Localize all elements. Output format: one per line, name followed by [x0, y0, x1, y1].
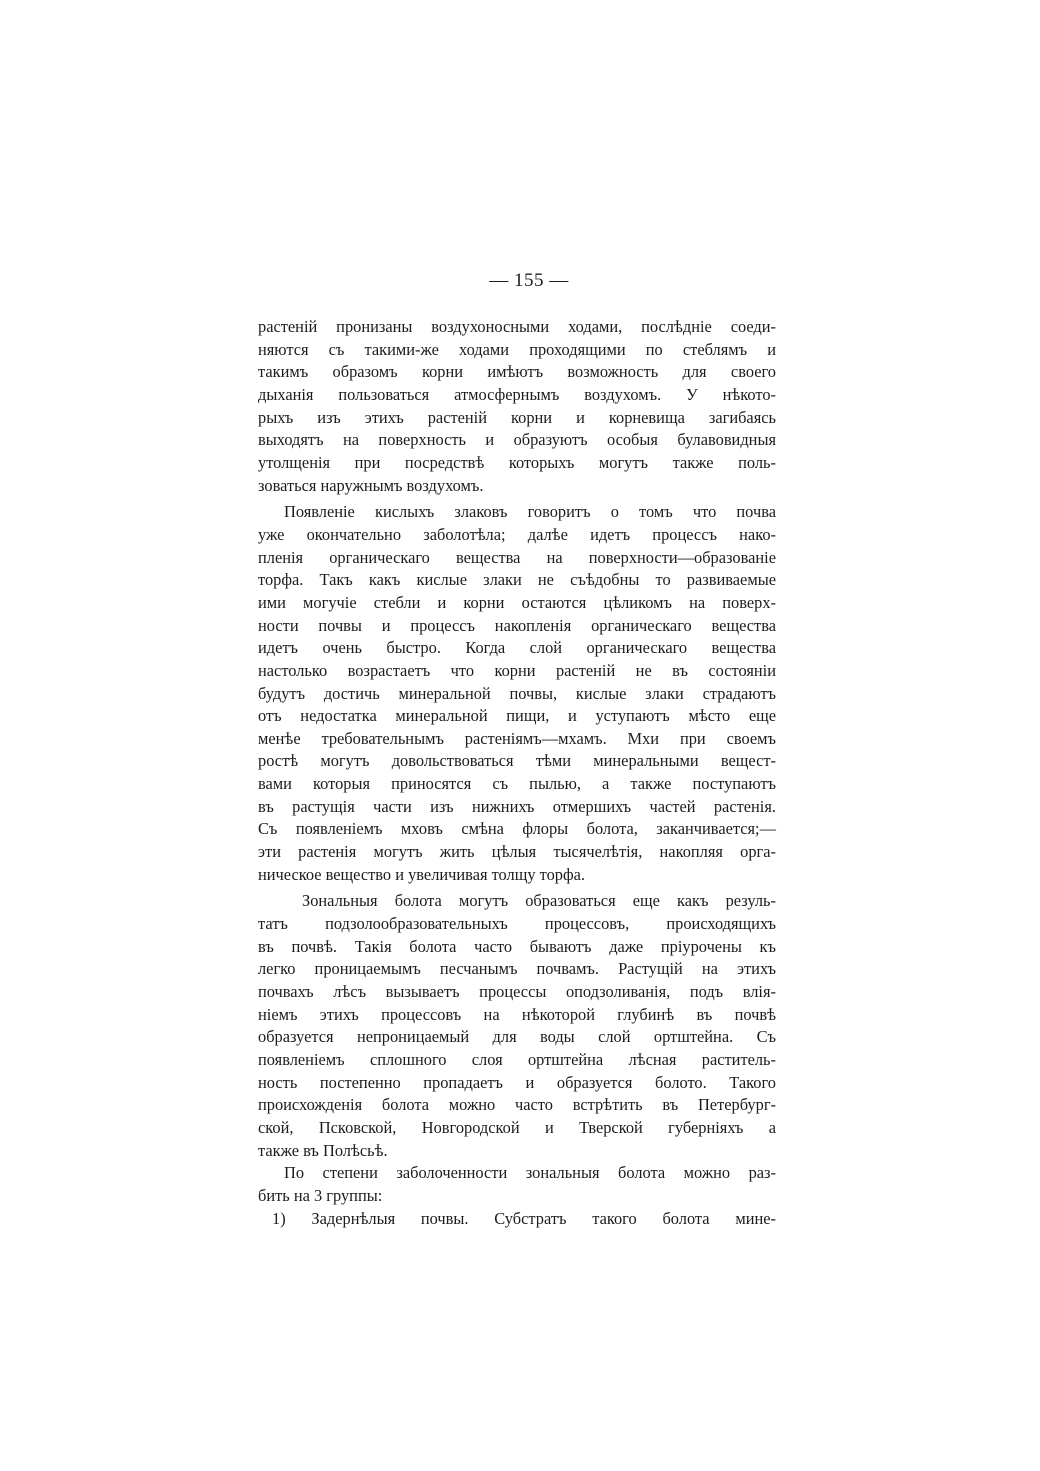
- text-line: будутъ достичь минеральной почвы, кислые злаки страдаютъ: [258, 683, 776, 703]
- text-line: выходятъ на поверхность и образуютъ особыя булавовидныя: [258, 430, 776, 450]
- text-line: эти растенія могутъ жить цѣлыя тысячелѣтія, накопляя орга-: [258, 842, 776, 862]
- text-line: ской, Псковской, Новгородской и Тверской губерніяхъ а: [258, 1117, 776, 1137]
- text-line: вами которыя приносятся съ пылью, а также поступаютъ: [258, 774, 776, 794]
- text-line: ростѣ могутъ довольствоваться тѣми минеральными вещест-: [258, 751, 776, 771]
- text-line: растеній пронизаны воздухоносными ходами, послѣдніе соеди-: [258, 317, 776, 336]
- text-line: татъ подзолообразовательныхъ процессовъ, происходящихъ: [258, 914, 776, 934]
- text-line: По степени заболоченности зональныя болота можно раз-: [284, 1163, 776, 1183]
- text-line: Съ появленіемъ мховъ смѣна флоры болота, заканчивается;—: [258, 819, 776, 839]
- text-line: Зональныя болота могутъ образоваться еще какъ резуль-: [302, 891, 776, 911]
- text-line: ніемъ этихъ процессовъ на нѣкоторой глубинѣ въ почвѣ: [258, 1004, 776, 1024]
- text-line: менѣе требовательнымъ растеніямъ—мхамъ. Мхи при своемъ: [258, 728, 776, 748]
- text-line: легко проницаемымъ песчанымъ почвамъ. Растущій на этихъ: [258, 959, 776, 979]
- text-line: отъ недостатка минеральной пищи, и уступаютъ мѣсто еще: [258, 706, 776, 726]
- text-line: дыханія пользоваться атмосфернымъ воздухомъ. У нѣкото-: [258, 384, 776, 404]
- text-line: такимъ образомъ корни имѣютъ возможность для своего: [258, 362, 776, 382]
- text-line: Появленіе кислыхъ злаковъ говоритъ о томъ что почва: [284, 502, 776, 522]
- text-line: въ почвѣ. Такія болота часто бываютъ даже пріурочены къ: [258, 936, 776, 956]
- text-line: 1) Задернѣлыя почвы. Субстратъ такого болота мине-: [272, 1208, 776, 1228]
- text-line: настолько возрастаетъ что корни растеній не въ состояніи: [258, 660, 776, 680]
- text-line: пленія органическаго вещества на поверхности—образованіе: [258, 547, 776, 567]
- text-line: ническое вещество и увеличивая толщу торфа.: [258, 864, 585, 884]
- text-line: ности почвы и процессъ накопленія органическаго вещества: [258, 615, 776, 635]
- text-line: утолщенія при посредствѣ которыхъ могутъ также поль-: [258, 452, 776, 472]
- paragraph-5: [258, 1208, 776, 1231]
- paragraph-1: [258, 316, 776, 497]
- text-line: происхожденія болота можно часто встрѣтить въ Петербург-: [258, 1095, 776, 1115]
- text-line: зоваться наружнымъ воздухомъ.: [258, 475, 484, 495]
- text-line: торфа. Такъ какъ кислые злаки не съѣдобны то развиваемые: [258, 570, 776, 590]
- text-line: идетъ очень быстро. Когда слой органическаго вещества: [258, 638, 776, 658]
- text-line: бить на 3 группы:: [258, 1185, 383, 1205]
- paragraph-2: [258, 501, 776, 886]
- text-line: въ растущія части изъ нижнихъ отмершихъ частей растенія.: [258, 796, 776, 816]
- paragraph-4: [258, 1162, 776, 1207]
- paragraph-3: [258, 890, 776, 1162]
- text-line: ность постепенно пропадаетъ и образуется болото. Такого: [258, 1072, 776, 1092]
- text-line: также въ Полѣсьѣ.: [258, 1140, 388, 1160]
- text-line: появленіемъ сплошного слоя ортштейна лѣсная раститель-: [258, 1050, 776, 1069]
- text-line: ими могучіе стебли и корни остаются цѣликомъ на поверх-: [258, 592, 776, 612]
- text-line: уже окончательно заболотѣла; далѣе идетъ процессъ нако-: [258, 524, 776, 544]
- text-line: рыхъ изъ этихъ растеній корни и корневища загибаясь: [258, 407, 776, 427]
- body-text: [258, 316, 776, 1230]
- page-number: — 155 —: [489, 270, 569, 291]
- text-line: образуется непроницаемый для воды слой ортштейна. Съ: [258, 1027, 776, 1047]
- text-line: почвахъ лѣсъ вызываетъ процессы оподзоливанія, подъ влія-: [258, 982, 776, 1002]
- text-line: няются съ такими-же ходами проходящими по стеблямъ и: [258, 339, 776, 359]
